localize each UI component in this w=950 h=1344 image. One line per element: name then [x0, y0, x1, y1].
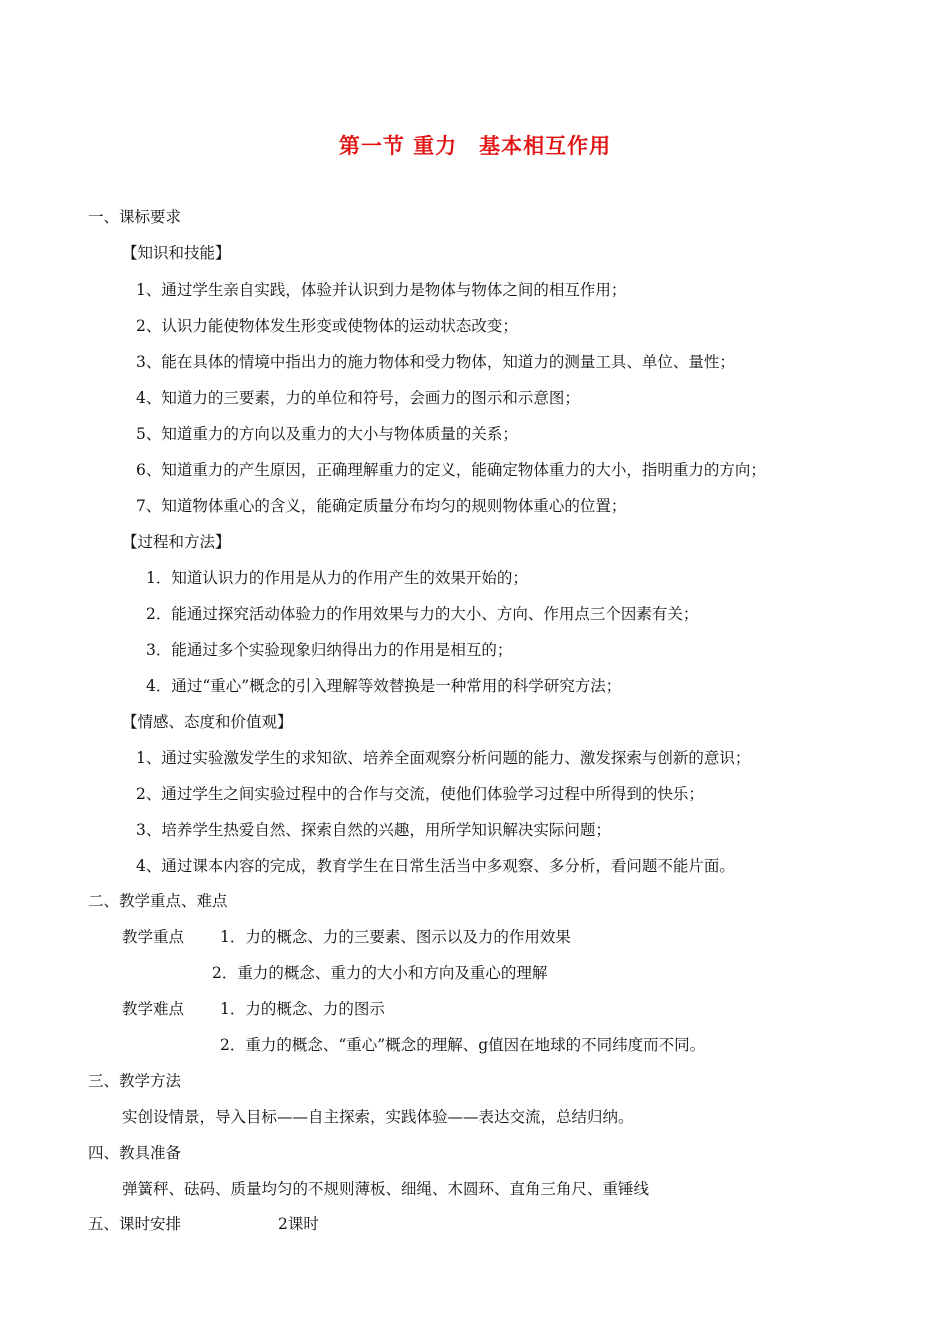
section-heading-4: 四、教具准备: [88, 1144, 182, 1162]
list-item: 1、通过学生亲自实践，体验并认识到力是物体与物体之间的相互作用；: [136, 281, 627, 299]
list-item: 3．能通过多个实验现象归纳得出力的作用是相互的；: [146, 641, 513, 659]
list-item: 3、培养学生热爱自然、探索自然的兴趣，用所学知识解决实际问题；: [136, 821, 611, 839]
section-heading-3: 三、教学方法: [88, 1072, 182, 1090]
list-item: 6、知道重力的产生原因，正确理解重力的定义，能确定物体重力的大小，指明重力的方向；: [136, 461, 766, 479]
list-item: 4．通过“重心”概念的引入理解等效替换是一种常用的科学研究方法；: [146, 677, 622, 695]
section-heading-1: 一、课标要求: [88, 208, 182, 226]
subheading-emotion: 【情感、态度和价值观】: [122, 713, 293, 731]
focus-item: 2．重力的概念、重力的大小和方向及重心的理解: [212, 964, 548, 982]
list-item: 2、认识力能使物体发生形变或使物体的运动状态改变；: [136, 317, 518, 335]
list-item: 1．知道认识力的作用是从力的作用产生的效果开始的；: [146, 569, 528, 587]
method-text: 实创设情景，导入目标——自主探索，实践体验——表达交流，总结归纳。: [122, 1108, 634, 1126]
list-item: 2．能通过探究活动体验力的作用效果与力的大小、方向、作用点三个因素有关；: [146, 605, 699, 623]
list-item: 7、知道物体重心的含义，能确定质量分布均匀的规则物体重心的位置；: [136, 497, 627, 515]
list-item: 3、能在具体的情境中指出力的施力物体和受力物体，知道力的测量工具、单位、量性；: [136, 353, 735, 371]
subheading-process: 【过程和方法】: [122, 533, 231, 551]
subheading-knowledge: 【知识和技能】: [122, 244, 231, 262]
page-title: 第一节 重力 基本相互作用: [338, 133, 612, 158]
difficulty-item: 1．力的概念、力的图示: [220, 1000, 385, 1018]
list-item: 4、知道力的三要素，力的单位和符号，会画力的图示和示意图；: [136, 389, 580, 407]
list-item: 4、通过课本内容的完成，教育学生在日常生活当中多观察、多分析，看问题不能片面。: [136, 857, 735, 875]
section-heading-2: 二、教学重点、难点: [88, 892, 228, 910]
list-item: 2、通过学生之间实验过程中的合作与交流，使他们体验学习过程中所得到的快乐；: [136, 785, 704, 803]
list-item: 5、知道重力的方向以及重力的大小与物体质量的关系；: [136, 425, 518, 443]
focus-label: 教学重点: [122, 928, 185, 946]
section-heading-5: 五、课时安排: [88, 1215, 182, 1233]
difficulty-label: 教学难点: [122, 1000, 185, 1018]
tools-text: 弹簧秤、砝码、质量均匀的不规则薄板、细绳、木圆环、直角三角尺、重锤线: [122, 1180, 650, 1198]
difficulty-item: 2．重力的概念、“重心”概念的理解、g值因在地球的不同纬度而不同。: [220, 1036, 706, 1054]
focus-item: 1．力的概念、力的三要素、图示以及力的作用效果: [220, 928, 571, 946]
list-item: 1、通过实验激发学生的求知欲、培养全面观察分析问题的能力、激发探索与创新的意识；: [136, 749, 751, 767]
period-text: 2课时: [278, 1215, 319, 1233]
